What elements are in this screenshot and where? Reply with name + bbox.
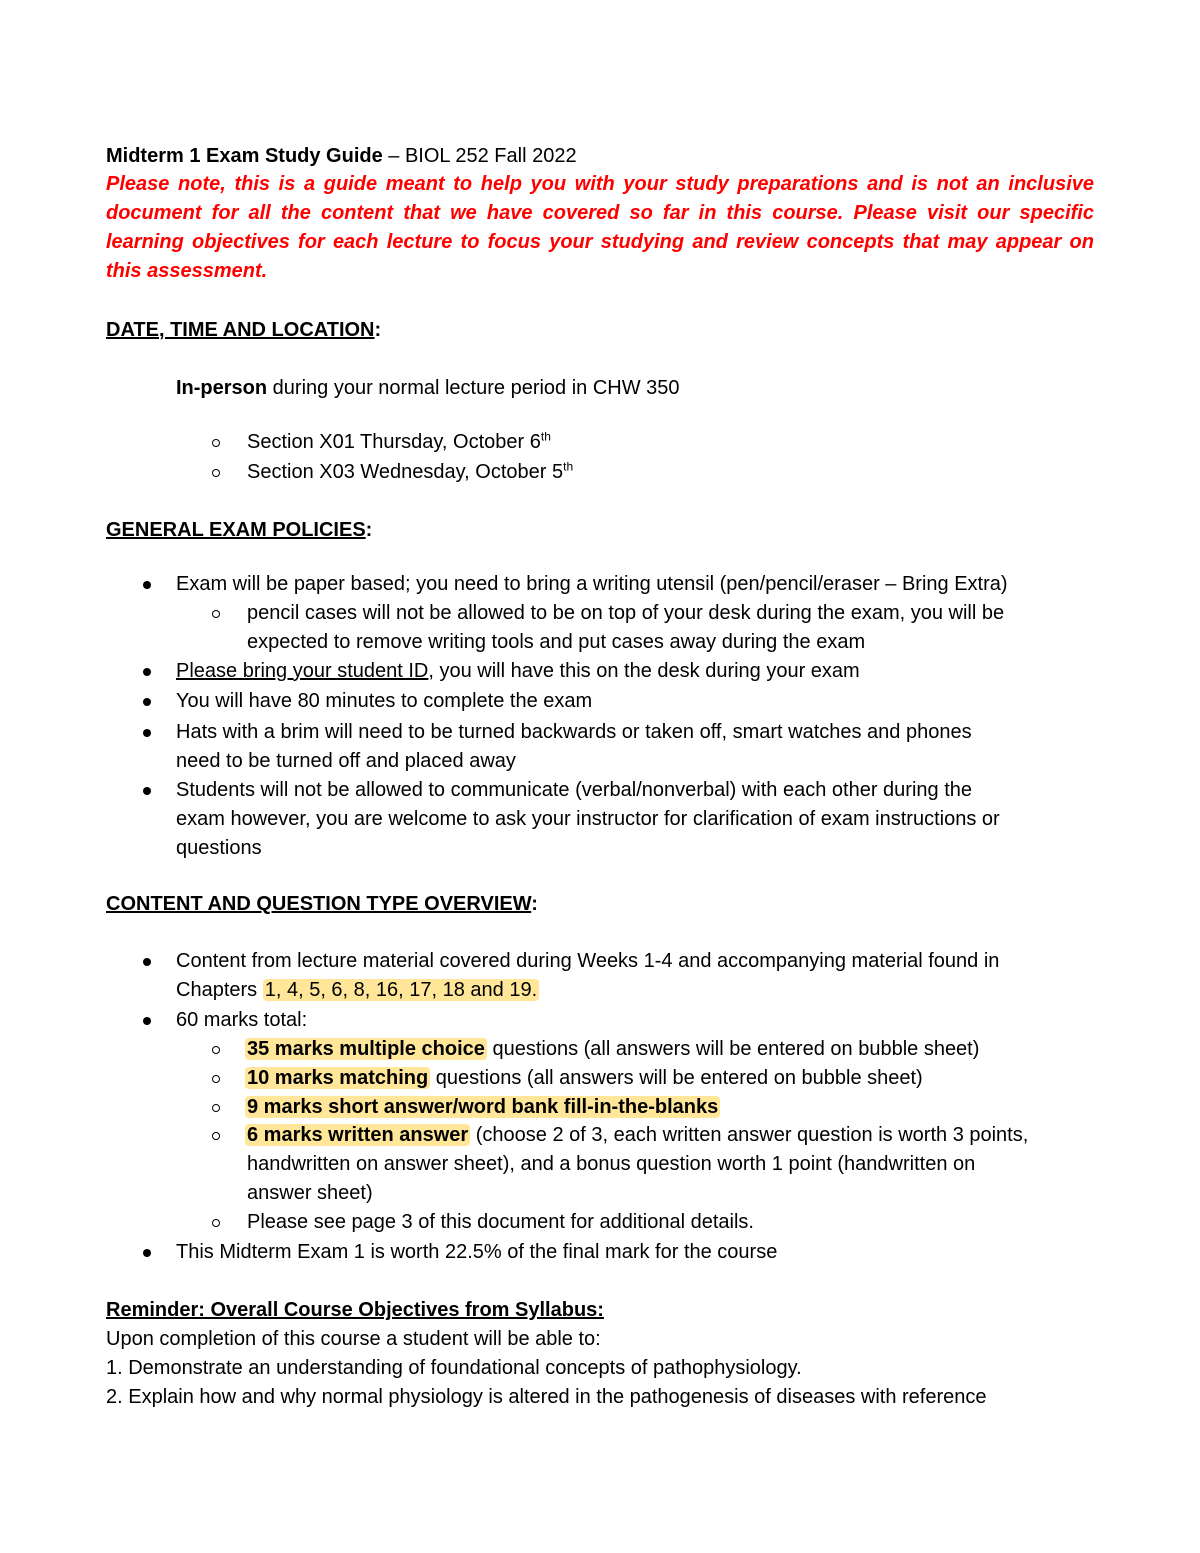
date-time-location-heading: DATE, TIME AND LOCATION: (106, 319, 382, 341)
bullet-icon (143, 1238, 151, 1267)
content-total-marks: 60 marks total: (176, 1009, 308, 1031)
in-person-line: In-person during your normal lecture period in CHW 350 (176, 377, 680, 399)
question-written-answer-line1: 6 marks written answer (choose 2 of 3, each written answer question is worth 3 points, (247, 1124, 1029, 1146)
circle-bullet-icon (212, 1035, 220, 1064)
question-multiple-choice: 35 marks multiple choice questions (all answers will be entered on bubble sheet) (247, 1038, 980, 1060)
policy-paper-based: Exam will be paper based; you need to bring a writing utensil (pen/pencil/eraser – Bring Extra) (176, 573, 1008, 595)
policy-communication-line3: questions (176, 837, 262, 859)
policies-heading: GENERAL EXAM POLICIES: (106, 519, 373, 541)
bullet-icon (143, 657, 151, 686)
circle-bullet-icon (212, 1208, 220, 1237)
disclaimer-note: Please note, this is a guide meant to help you with your study preparations and is not an inclusive document for all the content that we have covered so far in this course. Please visit our specific learning objectives for each lecture to focus your studying and review concepts that may appear on this assessment. (106, 173, 1094, 282)
objective-item: 1. Demonstrate an understanding of foundational concepts of pathophysiology. (106, 1357, 802, 1379)
reminder-heading: Reminder: Overall Course Objectives from Syllabus: (106, 1299, 604, 1321)
bullet-icon (143, 687, 151, 716)
question-matching: 10 marks matching questions (all answers will be entered on bubble sheet) (247, 1067, 923, 1089)
content-chapters: Chapters 1, 4, 5, 6, 8, 16, 17, 18 and 19. (176, 979, 538, 1001)
content-lecture-line1: Content from lecture material covered during Weeks 1-4 and accompanying material found in (176, 950, 1000, 972)
circle-bullet-icon (212, 1121, 220, 1150)
policy-communication-line1: Students will not be allowed to communicate (verbal/nonverbal) with each other during the (176, 779, 972, 801)
policy-duration: You will have 80 minutes to complete the exam (176, 690, 593, 712)
circle-bullet-icon (212, 1093, 220, 1122)
policy-hats-line2: need to be turned off and placed away (176, 750, 516, 772)
reminder-intro: Upon completion of this course a student will be able to: (106, 1328, 601, 1350)
section-x03: Section X03 Wednesday, October 5th (247, 459, 574, 483)
bullet-icon (143, 776, 151, 805)
policy-pencil-cases-line1: pencil cases will not be allowed to be on top of your desk during the exam, you will be (247, 602, 1005, 624)
circle-bullet-icon (212, 428, 220, 457)
content-worth: This Midterm Exam 1 is worth 22.5% of the final mark for the course (176, 1241, 778, 1263)
bullet-icon (143, 570, 151, 599)
circle-bullet-icon (212, 458, 220, 487)
question-see-page-3: Please see page 3 of this document for additional details. (247, 1211, 754, 1233)
objective-item: 2. Explain how and why normal physiology is altered in the pathogenesis of diseases with reference (106, 1386, 987, 1408)
policy-student-id: Please bring your student ID, you will have this on the desk during your exam (176, 660, 860, 682)
question-written-answer-line3: answer sheet) (247, 1182, 373, 1204)
circle-bullet-icon (212, 1064, 220, 1093)
document-title: Midterm 1 Exam Study Guide – BIOL 252 Fall 2022 (106, 145, 577, 167)
question-short-answer: 9 marks short answer/word bank fill-in-the-blanks (247, 1096, 719, 1118)
policy-communication-line2: exam however, you are welcome to ask your instructor for clarification of exam instructions or (176, 808, 1000, 830)
bullet-icon (143, 947, 151, 976)
bullet-icon (143, 718, 151, 747)
bullet-icon (143, 1006, 151, 1035)
policy-pencil-cases-line2: expected to remove writing tools and put cases away during the exam (247, 631, 866, 653)
circle-bullet-icon (212, 599, 220, 628)
policy-hats-line1: Hats with a brim will need to be turned backwards or taken off, smart watches and phones (176, 721, 972, 743)
question-written-answer-line2: handwritten on answer sheet), and a bonus question worth 1 point (handwritten on (247, 1153, 976, 1175)
section-x01: Section X01 Thursday, October 6th (247, 429, 551, 453)
content-heading: CONTENT AND QUESTION TYPE OVERVIEW: (106, 893, 538, 915)
